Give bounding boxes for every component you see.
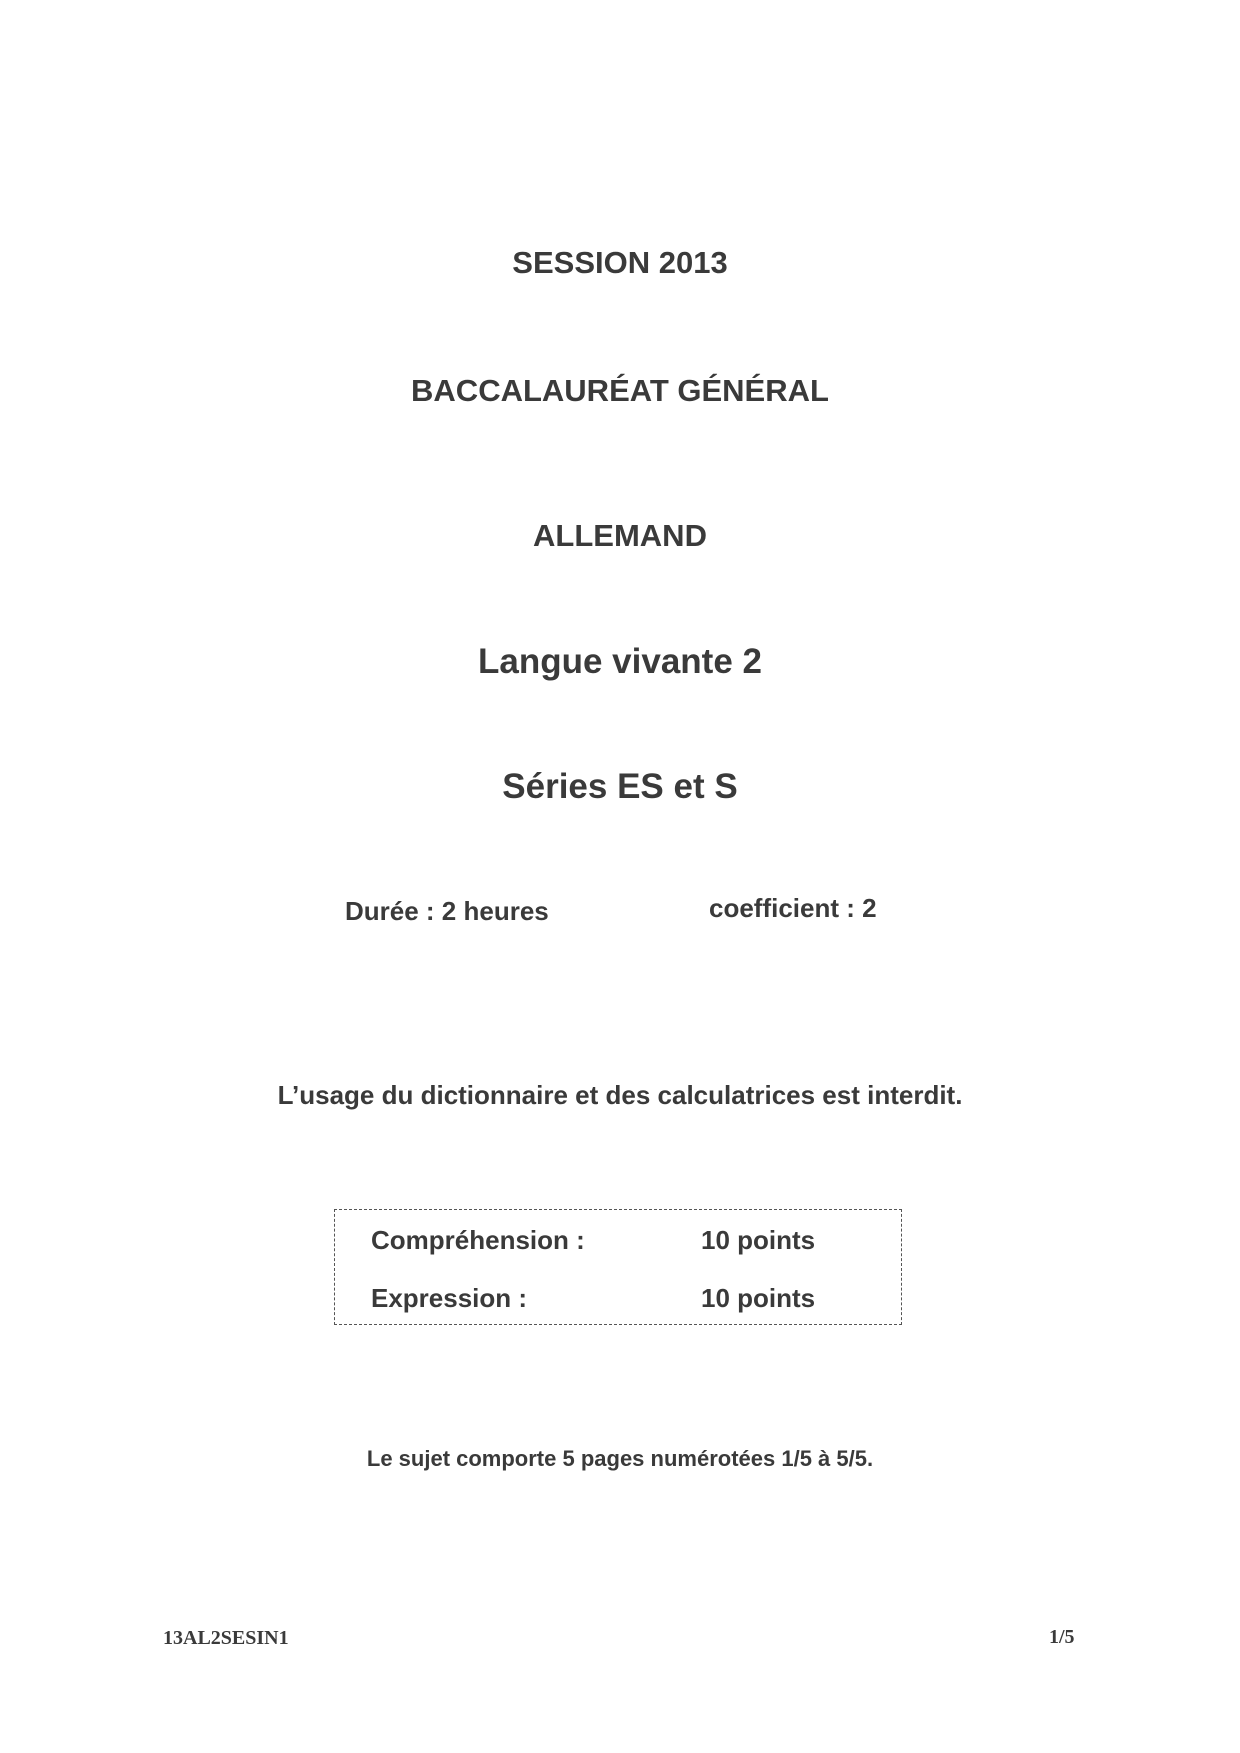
- footer-page-number: 1/5: [1049, 1626, 1075, 1648]
- subject-title: ALLEMAND: [533, 518, 707, 553]
- footer-code: 13AL2SESIN1: [163, 1627, 289, 1649]
- pages-note: Le sujet comporte 5 pages numérotées 1/5 à 5/5.: [366, 1446, 874, 1471]
- rules-notice: L’usage du dictionnaire et des calculatrices est interdit.: [277, 1080, 963, 1110]
- language-level: Langue vivante 2: [478, 642, 762, 681]
- session-title: SESSION 2013: [512, 245, 728, 280]
- marks-box: [334, 1209, 902, 1325]
- coefficient-text: coefficient : 2: [709, 893, 877, 923]
- series-title: Séries ES et S: [502, 767, 738, 806]
- mark-label: Expression :: [371, 1283, 528, 1313]
- mark-points: 10 points: [701, 1283, 816, 1313]
- mark-label: Compréhension :: [371, 1225, 585, 1255]
- mark-points: 10 points: [701, 1225, 816, 1255]
- duration-text: Durée : 2 heures: [345, 896, 549, 926]
- exam-title: BACCALAURÉAT GÉNÉRAL: [411, 373, 829, 408]
